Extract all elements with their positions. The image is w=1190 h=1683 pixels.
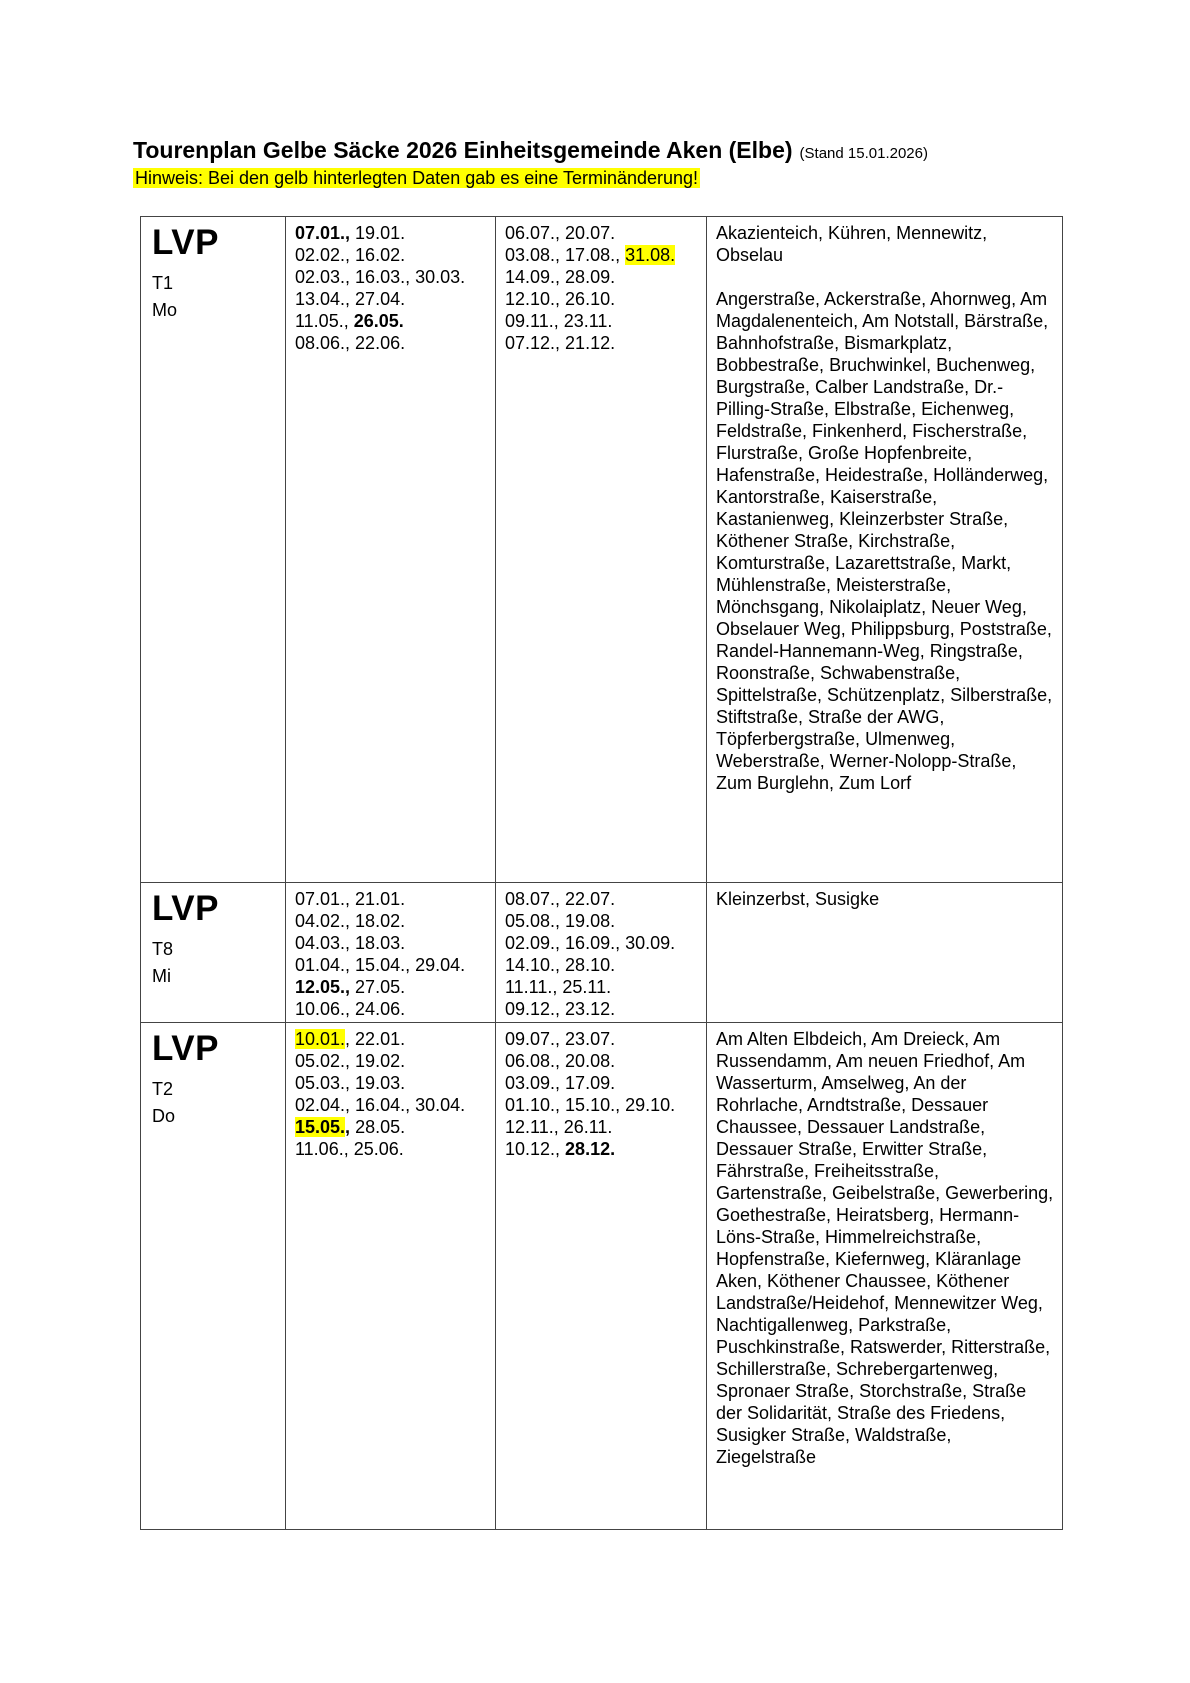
dates-jan-jun-cell-t8: [286, 883, 496, 1023]
weekday-label: Do: [152, 1106, 176, 1126]
street-list-paragraph: Angerstraße, Ackerstraße, Ahornweg, Am Magdalenenteich, Am Notstall, Bärstraße, Bahnhofstraße, Bismarkplatz, Bobbestraße, Bruchwinkel, Buchenweg, Burgstraße, Calber Landstraße, Dr.-Pilling-Straße, Elbstraße, Eichenweg, Feldstraße, Finkenherd, Fischerstraße, Flurstraße, Große Hopfenbreite, Hafenstraße, Heidestraße, Holländerweg, Kantorstraße, Kaiserstraße, Kastanienweg, Kleinzerbster Straße, Köthener Straße, Kirchstraße, Komturstraße, Lazarettstraße, Markt, Mühlenstraße, Meisterstraße, Mönchsgang, Nikolaiplatz, Neuer Weg, Obselauer Weg, Philippsburg, Poststraße, Randel-Hannemann-Weg, Ringstraße, Roonstraße, Schwabenstraße, Spittelstraße, Schützenplatz, Silberstraße, Stiftstraße, Straße der AWG, Töpferbergstraße, Ulmenweg, Weberstraße, Werner-Nolopp-Straße, Zum Burglehn, Zum Lorf: [716, 289, 1053, 793]
waste-type-label: LVP: [152, 223, 219, 262]
streets-cell-t2: [707, 1023, 1063, 1530]
collection-date: 26.05.: [353, 311, 404, 331]
street-list-paragraph: Kleinzerbst, Susigke: [716, 889, 880, 909]
route-label-cell-t8: [141, 883, 286, 1023]
date-line: [505, 1094, 702, 1116]
collection-date: 01.10., 15.10., 29.10.: [505, 1095, 676, 1115]
collection-date: 05.08., 19.08.: [505, 911, 616, 931]
collection-date: 14.10., 28.10.: [505, 955, 616, 975]
date-line: [505, 888, 702, 910]
waste-type-label: LVP: [152, 889, 219, 928]
collection-date: 14.09., 28.09.: [505, 267, 616, 287]
stand-date: (Stand 15.01.2026): [799, 145, 928, 162]
collection-date: 09.12., 23.12.: [505, 999, 616, 1019]
route-label-cell-t2: [141, 1023, 286, 1530]
dates-jul-dec-cell-t2: [496, 1023, 707, 1530]
collection-date: 07.01., 21.01.: [295, 889, 406, 909]
collection-date: 01.04., 15.04., 29.04.: [295, 955, 466, 975]
date-line: [295, 954, 491, 976]
tour-number-label: T2: [152, 1079, 174, 1099]
collection-date: 03.09., 17.09.: [505, 1073, 616, 1093]
date-line: [295, 910, 491, 932]
collection-date: 05.03., 19.03.: [295, 1073, 406, 1093]
document-header: [133, 137, 928, 164]
collection-date: 02.02., 16.02.: [295, 245, 406, 265]
date-line: [295, 1050, 491, 1072]
date-line: [505, 222, 702, 244]
date-line: [505, 1116, 702, 1138]
collection-date: 27.05.: [350, 977, 406, 997]
streets-cell-t8: [707, 883, 1063, 1023]
collection-date: 10.06., 24.06.: [295, 999, 406, 1019]
date-line: [295, 288, 491, 310]
date-line: [505, 954, 702, 976]
collection-date: 11.05.,: [295, 311, 354, 331]
collection-date: 07.01.,: [295, 223, 351, 243]
collection-date: 06.08., 20.08.: [505, 1051, 616, 1071]
date-line: [295, 932, 491, 954]
document-title: Tourenplan Gelbe Säcke 2026 Einheitsgemeinde Aken (Elbe): [133, 137, 793, 163]
date-line: [295, 1138, 491, 1160]
date-line: [505, 244, 702, 266]
collection-date: 11.06., 25.06.: [295, 1139, 404, 1159]
table-row-t8: [141, 883, 1063, 1023]
changed-date: 10.01.: [295, 1029, 346, 1049]
table-row-t2: [141, 1023, 1063, 1530]
collection-date: , 22.01.: [345, 1029, 406, 1049]
collection-date: 02.09., 16.09., 30.09.: [505, 933, 676, 953]
date-line: [295, 1072, 491, 1094]
tour-number-label: T8: [152, 939, 174, 959]
date-line: [505, 998, 702, 1020]
date-line: [505, 910, 702, 932]
dates-jul-dec-cell-t1: [496, 217, 707, 883]
dates-jan-jun-cell-t1: [286, 217, 496, 883]
route-label-cell-t1: [141, 217, 286, 883]
date-line: [295, 1028, 491, 1050]
collection-date: ,: [345, 1117, 351, 1137]
streets-cell-t1: [707, 217, 1063, 883]
date-line: [295, 244, 491, 266]
collection-date: 06.07., 20.07.: [505, 223, 616, 243]
date-line: [295, 222, 491, 244]
date-line: [505, 288, 702, 310]
date-line: [505, 932, 702, 954]
date-line: [295, 998, 491, 1020]
date-line: [505, 1028, 702, 1050]
collection-date: 11.11., 25.11.: [505, 977, 612, 997]
date-line: [505, 310, 702, 332]
collection-date: 02.03., 16.03., 30.03.: [295, 267, 466, 287]
dates-jan-jun-cell-t2: [286, 1023, 496, 1530]
collection-date: 08.06., 22.06.: [295, 333, 406, 353]
collection-date: 13.04., 27.04.: [295, 289, 406, 309]
collection-date: 05.02., 19.02.: [295, 1051, 406, 1071]
street-list-paragraph: Akazienteich, Kühren, Mennewitz, Obselau: [716, 223, 988, 265]
street-list-paragraph: Am Alten Elbdeich, Am Dreieck, Am Russendamm, Am neuen Friedhof, Am Wasserturm, Amselweg, An der Rohrlache, Arndtstraße, Dessauer Chaussee, Dessauer Landstraße, Dessauer Straße, Erwitter Straße, Fährstraße, Freiheitsstraße, Gartenstraße, Geibelstraße, Gewerbering, Goethestraße, Heiratsberg, Hermann-Löns-Straße, Himmelreichstraße, Hopfenstraße, Kiefernweg, Kläranlage Aken, Köthener Chaussee, Köthener Landstraße/Heidehof, Mennewitzer Weg, Nachtigallenweg, Parkstraße, Puschkinstraße, Ratswerder, Ritterstraße, Schillerstraße, Schrebergartenweg, Spronaer Straße, Storchstraße, Straße der Solidarität, Straße des Friedens, Susigker Straße, Waldstraße, Ziegelstraße: [716, 1029, 1054, 1467]
collection-date: 02.04., 16.04., 30.04.: [295, 1095, 466, 1115]
collection-date: 08.07., 22.07.: [505, 889, 616, 909]
collection-date: 19.01.: [350, 223, 406, 243]
collection-date: 12.05.,: [295, 977, 351, 997]
date-line: [505, 1138, 702, 1160]
tour-plan-table: [140, 216, 1063, 1530]
date-line: [505, 976, 702, 998]
date-line: [295, 332, 491, 354]
date-line: [295, 266, 491, 288]
weekday-label: Mo: [152, 300, 178, 320]
collection-date: 28.12.: [565, 1139, 616, 1159]
collection-date: 09.07., 23.07.: [505, 1029, 616, 1049]
notice-banner: Hinweis: Bei den gelb hinterlegten Daten gab es eine Terminänderung!: [135, 168, 699, 188]
date-line: [295, 1116, 491, 1138]
date-line: [505, 1050, 702, 1072]
date-line: [505, 1072, 702, 1094]
dates-jul-dec-cell-t8: [496, 883, 707, 1023]
changed-date: 15.05.: [295, 1117, 346, 1137]
collection-date: 10.12.,: [505, 1139, 566, 1159]
collection-date: 28.05.: [350, 1117, 406, 1137]
collection-date: 03.08., 17.08.,: [505, 245, 626, 265]
date-line: [295, 1094, 491, 1116]
date-line: [295, 976, 491, 998]
table-row-t1: [141, 217, 1063, 883]
collection-date: 09.11., 23.11.: [505, 311, 613, 331]
collection-date: 04.03., 18.03.: [295, 933, 406, 953]
waste-type-label: LVP: [152, 1029, 219, 1068]
date-line: [295, 888, 491, 910]
tour-number-label: T1: [152, 273, 174, 293]
date-line: [505, 266, 702, 288]
date-line: [295, 310, 491, 332]
notice-row: [133, 166, 700, 191]
collection-date: 12.11., 26.11.: [505, 1117, 613, 1137]
weekday-label: Mi: [152, 966, 171, 986]
date-line: [505, 332, 702, 354]
collection-date: 04.02., 18.02.: [295, 911, 406, 931]
collection-date: 07.12., 21.12.: [505, 333, 616, 353]
changed-date: 31.08.: [625, 245, 676, 265]
collection-date: 12.10., 26.10.: [505, 289, 616, 309]
